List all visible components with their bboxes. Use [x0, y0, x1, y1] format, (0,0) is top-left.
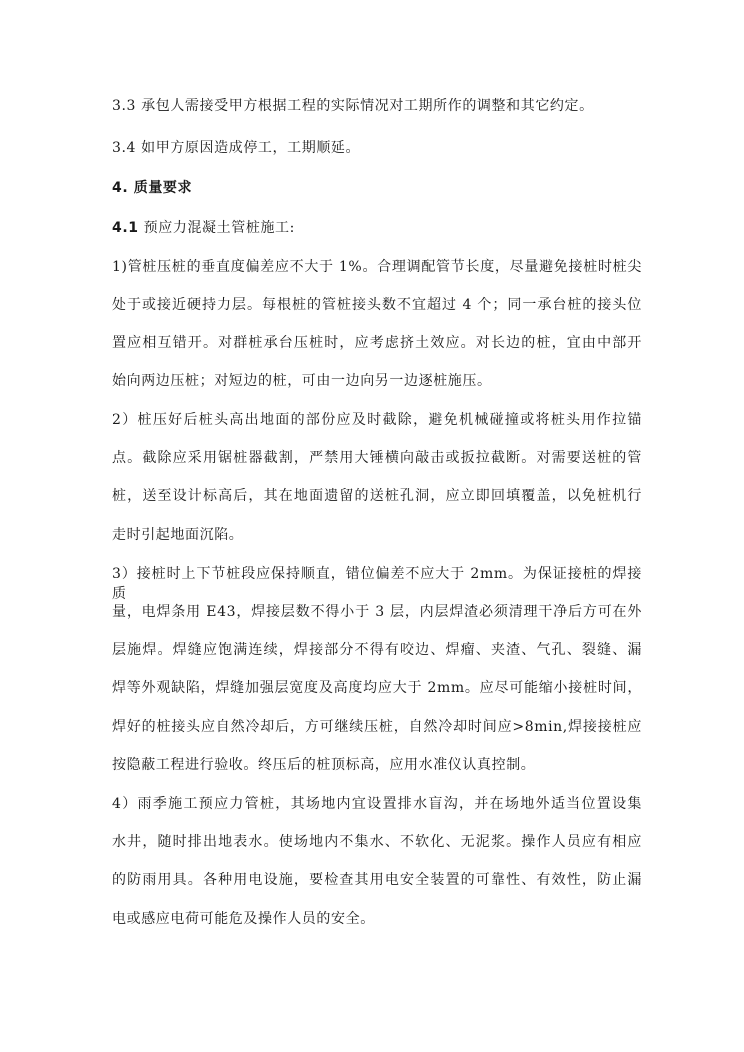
clause-4-1-title: 预应力混凝土管桩施工: — [138, 220, 295, 236]
item-3-line: 层施焊。焊缝应饱满连续，焊接部分不得有咬边、焊瘤、夹渣、气孔、裂缝、漏 — [112, 642, 642, 658]
item-4-line: 4）雨季施工预应力管桩，其场地内宜设置排水盲沟，并在场地外适当位置设集 — [112, 796, 642, 812]
item-1-line: 始向两边压桩；对短边的桩，可由一边向另一边逐桩施压。 — [112, 373, 492, 389]
clause-4-1 — [112, 218, 642, 238]
item-3-line: 按隐蔽工程进行验收。终压后的桩顶标高，应用水准仪认真控制。 — [112, 757, 536, 773]
item-4-line: 水井，随时排出地表水。使场地内不集水、不软化、无泥浆。操作人员应有相应 — [112, 834, 642, 850]
item-3-line: 焊好的桩接头应自然冷却后，方可继续压桩，自然冷却时间应>8min,焊接接桩应 — [112, 719, 642, 735]
section-4-heading: 4. 质量要求 — [112, 180, 193, 196]
item-1-line: 处于或接近硬持力层。每根桩的管桩接头数不宜超过 4 个；同一承台桩的接头位 — [112, 297, 642, 313]
item-4-line: 电或感应电荷可能危及操作人员的安全。 — [112, 911, 375, 927]
item-2-line: 点。截除应采用锯桩器截割，严禁用大锤横向敲击或扳拉截断。对需要送桩的管 — [112, 450, 642, 466]
clause-4-1-number: 4.1 — [112, 220, 139, 236]
item-1-line: 置应相互错开。对群桩承台压桩时，应考虑挤土效应。对长边的桩，宜由中部开 — [112, 335, 642, 351]
item-3-line: 量，电焊条用 E43，焊接层数不得小于 3 层，内层焊渣必须清理干净后方可在外 — [112, 604, 642, 620]
item-1-line: 1)管桩压桩的垂直度偏差应不大于 1%。合理调配管节长度，尽量避免接桩时桩尖 — [112, 259, 642, 275]
item-2-line: 2）桩压好后桩头高出地面的部份应及时截除，避免机械碰撞或将桩头用作拉锚 — [112, 412, 642, 428]
item-3-line: 3）接桩时上下节桩段应保持顺直，错位偏差不应大于 2mm。为保证接桩的焊接质 — [112, 566, 642, 602]
clause-3-4: 3.4 如甲方原因造成停工，工期顺延。 — [112, 140, 361, 156]
clause-3-3: 3.3 承包人需接受甲方根据工程的实际情况对工期所作的调整和其它约定。 — [112, 98, 594, 114]
item-3-line: 焊等外观缺陷，焊缝加强层宽度及高度均应大于 2mm。应尽可能缩小接桩时间， — [112, 680, 642, 696]
item-2-line: 桩，送至设计标高后，其在地面遗留的送桩孔洞，应立即回填覆盖，以免桩机行 — [112, 488, 642, 504]
item-2-line: 走时引起地面沉陷。 — [112, 527, 244, 543]
item-4-line: 的防雨用具。各种用电设施，要检查其用电安全装置的可靠性、有效性，防止漏 — [112, 872, 642, 888]
